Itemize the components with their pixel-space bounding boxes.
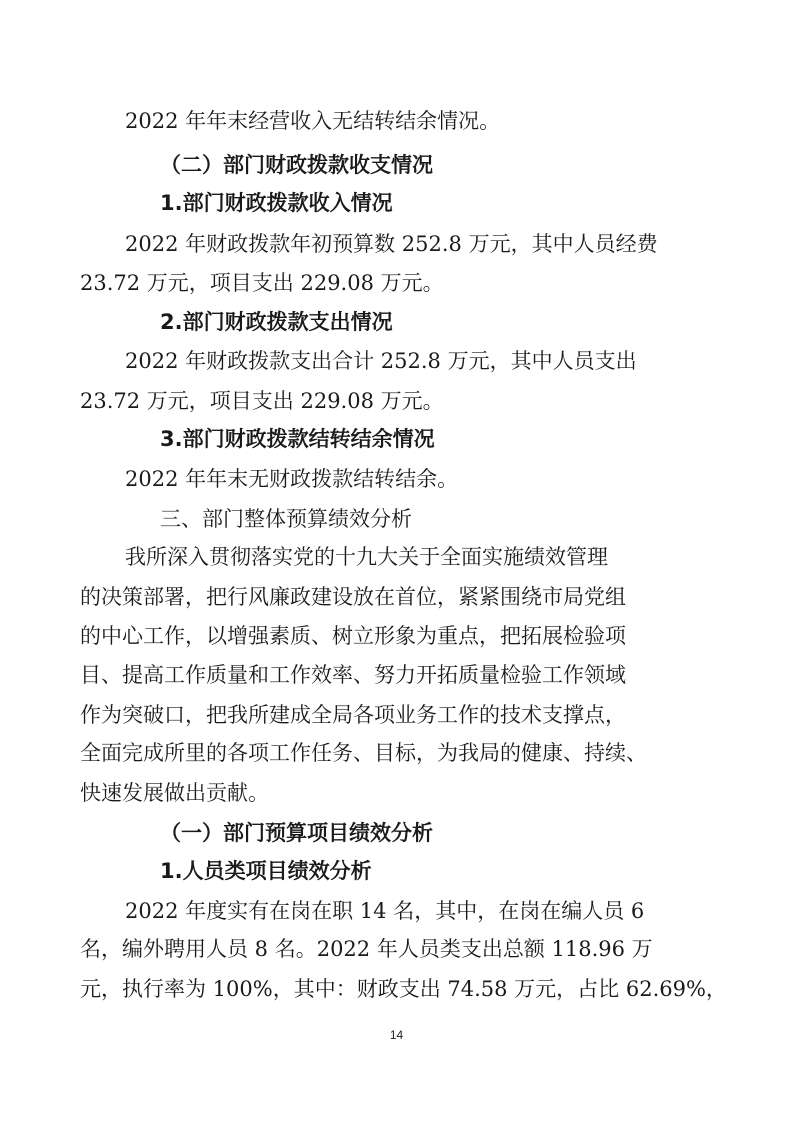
page-number: 14 — [389, 1028, 404, 1042]
subsection-heading: 3.部门财政拨款结转结余情况 — [160, 427, 435, 451]
paragraph-line: 2022 年年末经营收入无结转结余情况。 — [125, 109, 501, 133]
paragraph-line: 全面完成所里的各项工作任务、目标，为我局的健康、持续、 — [80, 741, 647, 765]
section-heading: 三、部门整体预算绩效分析 — [160, 507, 412, 531]
paragraph-line: 2022 年度实有在岗在职 14 名，其中，在岗在编人员 6 — [125, 899, 645, 923]
paragraph-line: 名，编外聘用人员 8 名。2022 年人员类支出总额 118.96 万 — [80, 937, 653, 961]
subsection-heading: 1.部门财政拨款收入情况 — [160, 191, 393, 215]
paragraph-line: 目、提高工作质量和工作效率、努力开拓质量检验工作领域 — [80, 663, 626, 687]
paragraph-line: 作为突破口，把我所建成全局各项业务工作的技术支撑点， — [80, 703, 626, 727]
section-heading: （二）部门财政拨款收支情况 — [160, 153, 433, 177]
paragraph-line: 23.72 万元，项目支出 229.08 万元。 — [80, 271, 444, 295]
paragraph-line: 2022 年财政拨款年初预算数 252.8 万元，其中人员经费 — [125, 232, 658, 256]
paragraph-line: 23.72 万元，项目支出 229.08 万元。 — [80, 389, 444, 413]
paragraph-line: 我所深入贯彻落实党的十九大关于全面实施绩效管理 — [125, 545, 608, 569]
paragraph-line: 2022 年年末无财政拨款结转结余。 — [125, 467, 459, 491]
subsection-heading: 2.部门财政拨款支出情况 — [160, 310, 393, 334]
paragraph-line: 的中心工作，以增强素质、树立形象为重点，把拓展检验项 — [80, 624, 626, 648]
paragraph-line: 快速发展做出贡献。 — [80, 781, 269, 805]
paragraph-line: 2022 年财政拨款支出合计 252.8 万元，其中人员支出 — [125, 349, 637, 373]
paragraph-line: 的决策部署，把行风廉政建设放在首位，紧紧围绕市局党组 — [80, 585, 626, 609]
section-heading: （一）部门预算项目绩效分析 — [160, 821, 433, 845]
paragraph-line: 元，执行率为 100%，其中：财政支出 74.58 万元，占比 62.69%， — [80, 977, 727, 1001]
subsection-heading: 1.人员类项目绩效分析 — [160, 859, 372, 883]
